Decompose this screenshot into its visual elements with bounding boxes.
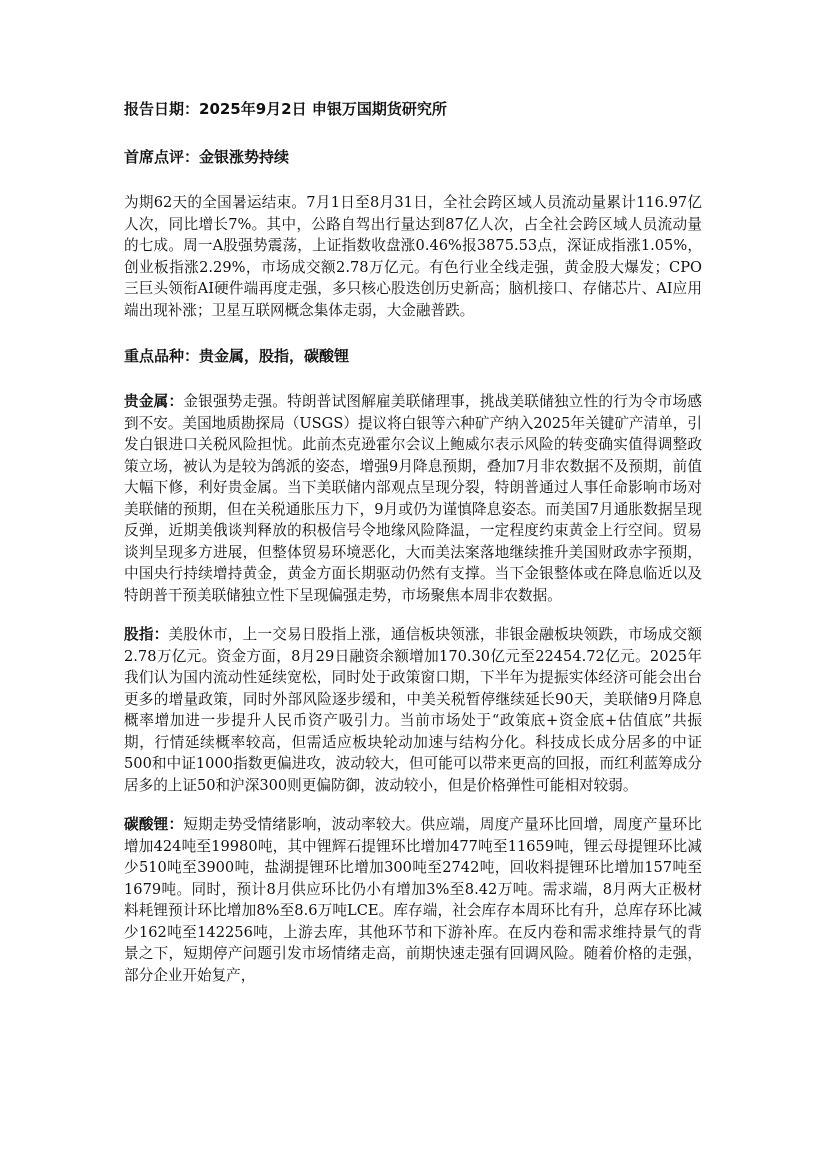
key-products-heading: 重点品种：贵金属，股指，碳酸锂 <box>124 347 350 365</box>
report-date: 报告日期：2025年9月2日 申银万国期货研究所 <box>124 100 447 118</box>
section-lithium-carbonate-body: 短期走势受情绪影响，波动率较大。供应端，周度产量环比回增，周度产量环比增加424吨至19980吨，其中锂辉石提锂环比增加477吨至11659吨，锂云母提锂环比减少510吨至3900吨，盐湖提锂环比增加300吨至2742吨，回收料提锂环比增加157吨至1679吨。同时，预计8月供应环比仍小有增加3%至8.42万吨。需求端，8月两大正极材料耗锂预计环比增加8%至8.6万吨LCE。库存端，社会库存本周环比有升，总库存环比减少162吨至142256吨，上游去库，其他环节和下游补库。在反内卷和需求维持景气的背景之下，短期停产问题引发市场情绪走高，前期快速走强有回调风险。随着价格的走强，部分企业开始复产， <box>124 816 702 984</box>
report-page <box>124 96 702 986</box>
chief-comment-body: 为期62天的全国暑运结束。7月1日至8月31日，全社会跨区域人员流动量累计116.97亿人次，同比增长7%。其中，公路自驾出行量达到87亿人次，占全社会跨区域人员流动量的七成。周一A股强势震荡，上证指数收盘涨0.46%报3875.53点，深证成指涨1.05%，创业板指涨2.29%，市场成交额2.78万亿元。有色行业全线走强，黄金股大爆发；CPO三巨头领衔AI硬件端再度走强，多只核心股迭创历史新高；脑机接口、存储芯片、AI应用端出现补涨；卫星互联网概念集体走弱，大金融普跌。 <box>124 194 702 319</box>
section-lithium-carbonate <box>124 814 702 986</box>
section-stock-index <box>124 624 702 796</box>
section-precious-metals-lead: 贵金属： <box>124 393 184 410</box>
section-lithium-carbonate-lead: 碳酸锂： <box>124 816 184 833</box>
section-stock-index-body: 美股休市，上一交易日股指上涨，通信板块领涨，非银金融板块领跌，市场成交额2.78万亿元。资金方面，8月29日融资余额增加170.30亿元至22454.72亿元。2025年我们认为国内流动性延续宽松，同时处于政策窗口期，下半年为提振实体经济可能会出台更多的增量政策，同时外部风险逐步缓和，中美关税暂停继续延长90天，美联储9月降息概率增加进一步提升人民币资产吸引力。当前市场处于“政策底+资金底+估值底”共振期，行情延续概率较高，但需适应板块轮动加速与结构分化。科技成长成分居多的中证500和中证1000指数更偏进攻，波动较大，但可能可以带来更高的回报，而红利蓝筹成分居多的上证50和沪深300则更偏防御，波动较小，但是价格弹性可能相对较弱。 <box>124 626 702 794</box>
section-precious-metals <box>124 391 702 606</box>
section-stock-index-lead: 股指： <box>124 626 169 643</box>
chief-comment-heading: 首席点评：金银涨势持续 <box>124 148 290 166</box>
section-precious-metals-body: 金银强势走强。特朗普试图解雇美联储理事，挑战美联储独立性的行为令市场感到不安。美国地质勘探局（USGS）提议将白银等六种矿产纳入2025年关键矿产清单，引发白银进口关税风险担忧。此前杰克逊霍尔会议上鲍威尔表示风险的转变确实值得调整政策立场，被认为是较为鸽派的姿态，增强9月降息预期，叠加7月非农数据不及预期，前值大幅下修，利好贵金属。当下美联储内部观点呈现分裂，特朗普通过人事任命影响市场对美联储的预期，但在关税通胀压力下，9月或仍为谨慎降息姿态。而美国7月通胀数据呈现反弹，近期美俄谈判释放的积极信号令地缘风险降温，一定程度约束黄金上行空间。贸易谈判呈现多方进展，但整体贸易环境恶化，大而美法案落地继续推升美国财政赤字预期，中国央行持续增持黄金，黄金方面长期驱动仍然有支撑。当下金银整体或在降息临近以及特朗普干预美联储独立性下呈现偏强走势，市场聚焦本周非农数据。 <box>124 393 702 604</box>
